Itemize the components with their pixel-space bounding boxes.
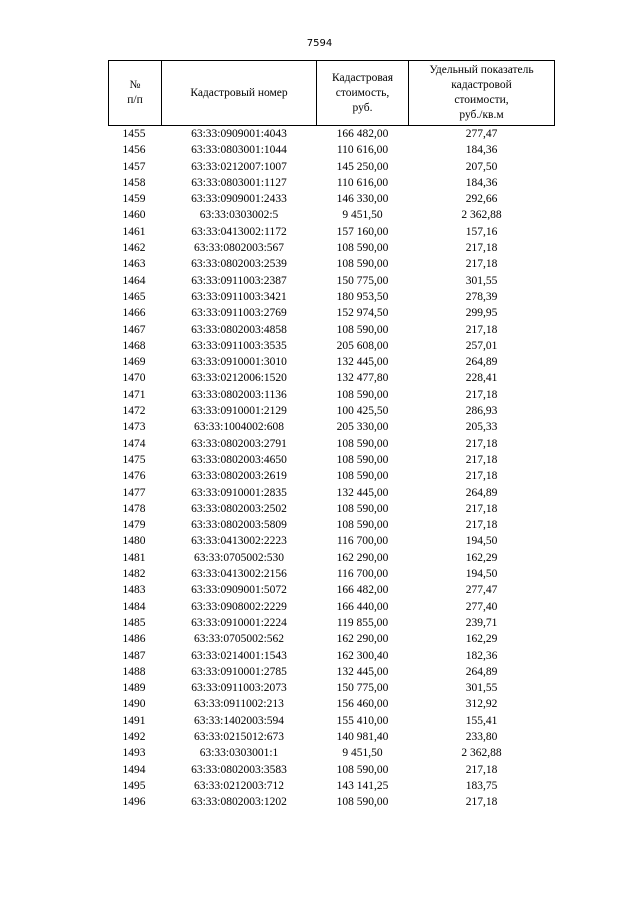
cadastral-table [108,60,555,810]
cadastral-value: 166 482,00 [336,128,389,140]
table-row [109,696,555,712]
cadastral-number: 63:33:0802003:3583 [191,763,287,776]
table-row [109,256,555,272]
cadastral-number: 63:33:0909001:2433 [191,193,287,206]
cadastral-number: 63:33:1004002:608 [193,421,285,434]
table-body [109,126,555,811]
specific-value: 301,55 [465,682,498,695]
table-row [109,713,555,729]
cadastral-number: 63:33:0802003:567 [193,242,285,255]
table-row [109,745,555,761]
cadastral-value: 162 300,40 [336,649,389,662]
cadastral-value: 205 330,00 [336,421,389,434]
row-index: 1478 [122,502,146,515]
specific-value: 2 362,88 [461,209,502,222]
cadastral-value: 132 445,00 [336,486,389,499]
table-row [109,142,555,158]
row-index: 1480 [122,535,146,548]
cadastral-number: 63:33:0705002:562 [193,633,285,646]
row-index: 1473 [122,421,146,434]
specific-value: 228,41 [465,372,498,385]
header-cadastral-value: Кадастровая стоимость, руб. [317,61,409,126]
cadastral-value: 157 160,00 [336,225,389,238]
table-row [109,273,555,289]
cadastral-number: 63:33:0909001:5072 [191,584,287,597]
row-index: 1489 [122,682,146,695]
row-index: 1465 [122,290,146,303]
cadastral-number: 63:33:0802003:1136 [191,388,287,401]
cadastral-number: 63:33:0910001:3010 [191,356,287,369]
row-index: 1482 [122,568,146,581]
page-number: 7594 [306,38,333,49]
table-row [109,599,555,615]
table-row [109,322,555,338]
cadastral-number: 63:33:0802003:1202 [191,796,287,809]
cadastral-value: 152 974,50 [336,307,389,320]
specific-value: 233,80 [465,730,498,743]
specific-value: 183,75 [465,779,498,792]
row-index: 1491 [122,714,146,727]
row-index: 1463 [122,258,146,271]
cadastral-number: 63:33:0803001:1127 [191,176,287,189]
row-index: 1488 [122,665,146,678]
row-index: 1467 [122,323,146,336]
table-row [109,387,555,403]
header-row [109,61,555,126]
table-row [109,680,555,696]
row-index: 1471 [122,388,146,401]
specific-value: 292,66 [465,193,498,206]
cadastral-number: 63:33:0911003:3421 [191,290,287,303]
cadastral-number: 63:33:0212007:1007 [191,160,287,173]
cadastral-value: 140 981,40 [336,730,389,743]
specific-value: 194,50 [465,568,498,581]
cadastral-number: 63:33:0910001:2129 [191,405,287,418]
cadastral-value: 9 451,50 [342,209,383,222]
cadastral-number: 63:33:0911003:2073 [191,682,287,695]
row-index: 1477 [122,486,146,499]
cadastral-value: 166 482,00 [336,584,389,597]
cadastral-value: 108 590,00 [336,470,389,483]
specific-value: 277,47 [465,584,498,597]
cadastral-number: 63:33:0802003:2539 [191,258,287,271]
row-index: 1476 [122,470,146,483]
table-row [109,159,555,175]
specific-value: 217,18 [465,796,498,809]
header-specific-value: Удельный показатель кадастровой стоимости, руб./кв.м [409,61,555,126]
cadastral-value: 108 590,00 [336,258,389,271]
specific-value: 217,18 [465,763,498,776]
table-row [109,436,555,452]
table-row [109,207,555,223]
specific-value: 217,18 [465,323,498,336]
table-row [109,468,555,484]
cadastral-value: 145 250,00 [336,160,389,173]
row-index: 1493 [122,747,146,760]
cadastral-value: 108 590,00 [336,502,389,515]
cadastral-value: 108 590,00 [336,437,389,450]
cadastral-value: 119 855,00 [336,616,389,629]
specific-value: 157,16 [465,225,498,238]
specific-value: 217,18 [465,437,498,450]
table-row [109,452,555,468]
row-index: 1469 [122,356,146,369]
specific-value: 312,92 [465,698,498,711]
specific-value: 155,41 [465,714,498,727]
specific-value: 217,18 [465,453,498,466]
specific-value: 205,33 [465,421,498,434]
cadastral-number: 63:33:0908002:2229 [191,600,287,613]
row-index: 1456 [122,144,146,157]
cadastral-number: 63:33:0215012:673 [193,730,285,743]
cadastral-value: 108 590,00 [336,323,389,336]
table-row [109,517,555,533]
specific-value: 217,18 [465,242,498,255]
table-row [109,485,555,501]
cadastral-value: 162 290,00 [336,551,389,564]
table-row [109,338,555,354]
row-index: 1492 [122,730,146,743]
table-row [109,370,555,386]
cadastral-value: 100 425,50 [336,405,389,418]
table-row [109,419,555,435]
specific-value: 207,50 [465,160,498,173]
table-row [109,191,555,207]
row-index: 1464 [122,274,146,287]
cadastral-number: 63:33:0802003:2502 [191,502,287,515]
cadastral-number: 63:33:0910001:2785 [191,665,287,678]
cadastral-value: 156 460,00 [336,698,389,711]
row-index: 1494 [122,763,146,776]
row-index: 1460 [122,209,146,222]
row-index: 1458 [122,176,146,189]
cadastral-value: 108 590,00 [336,763,389,776]
specific-value: 217,18 [465,519,498,532]
cadastral-value: 116 700,00 [336,535,389,548]
specific-value: 162,29 [465,551,498,564]
row-index: 1457 [122,160,146,173]
cadastral-number: 63:33:0803001:1044 [191,144,287,157]
table-row [109,240,555,256]
cadastral-value: 132 477,80 [336,372,389,385]
table-row [109,762,555,778]
cadastral-number: 63:33:0802003:2619 [191,470,287,483]
cadastral-number: 63:33:0911002:213 [194,698,284,711]
table-row [109,648,555,664]
row-index: 1472 [122,405,146,418]
table-row [109,175,555,191]
cadastral-number: 63:33:0303002:5 [199,209,279,222]
cadastral-number: 63:33:0212003:712 [193,779,285,792]
row-index: 1483 [122,584,146,597]
cadastral-number: 63:33:0802003:5809 [191,519,287,532]
row-index: 1496 [122,796,146,809]
cadastral-number: 63:33:0413002:1172 [191,225,287,238]
cadastral-number: 63:33:0911003:2387 [191,274,287,287]
specific-value: 194,50 [465,535,498,548]
specific-value: 2 362,88 [461,747,502,760]
cadastral-value: 9 451,50 [342,747,383,760]
specific-value: 264,89 [465,486,498,499]
cadastral-value: 108 590,00 [336,242,389,255]
cadastral-number: 63:33:0214001:1543 [191,649,287,662]
cadastral-number: 63:33:1402003:594 [193,714,285,727]
cadastral-value: 116 700,00 [336,568,389,581]
cadastral-number: 63:33:0413002:2223 [191,535,287,548]
cadastral-value: 150 775,00 [336,682,389,695]
specific-value: 286,93 [465,405,498,418]
specific-value: 162,29 [465,633,498,646]
table-row [109,729,555,745]
specific-value: 277,40 [465,600,498,613]
row-index: 1490 [122,698,146,711]
row-index: 1481 [122,551,146,564]
table-row [109,289,555,305]
specific-value: 184,36 [465,144,498,157]
cadastral-value: 155 410,00 [336,714,389,727]
cadastral-number: 63:33:0910001:2835 [191,486,287,499]
cadastral-value: 166 440,00 [336,600,389,613]
header-index: № п/п [109,61,162,126]
cadastral-number: 63:33:0705002:530 [193,551,285,564]
cadastral-value: 108 590,00 [336,519,389,532]
cadastral-value: 132 445,00 [336,356,389,369]
row-index: 1468 [122,339,146,352]
cadastral-value: 108 590,00 [336,796,389,809]
row-index: 1495 [122,779,146,792]
specific-value: 182,36 [465,649,498,662]
cadastral-number: 63:33:0911003:2769 [191,307,287,320]
specific-value: 257,01 [465,339,498,352]
row-index: 1461 [122,225,146,238]
table-row [109,615,555,631]
specific-value: 184,36 [465,176,498,189]
cadastral-number: 63:33:0910001:2224 [191,616,287,629]
cadastral-number: 63:33:0413002:2156 [191,568,287,581]
cadastral-number: 63:33:0802003:2791 [191,437,287,450]
specific-value: 217,18 [465,258,498,271]
cadastral-value: 146 330,00 [336,193,389,206]
cadastral-number: 63:33:0303001:1 [199,747,279,760]
row-index: 1475 [122,453,146,466]
row-index: 1474 [122,437,146,450]
cadastral-value: 205 608,00 [336,339,389,352]
table-row [109,126,555,143]
row-index: 1485 [122,616,146,629]
cadastral-number: 63:33:0911003:3535 [191,339,287,352]
table-row [109,582,555,598]
specific-value: 264,89 [465,665,498,678]
cadastral-number: 63:33:0802003:4650 [191,453,287,466]
table-row [109,224,555,240]
specific-value: 277,47 [465,128,498,140]
cadastral-number: 63:33:0212006:1520 [191,372,287,385]
table-row [109,533,555,549]
table-row [109,403,555,419]
table-row [109,566,555,582]
specific-value: 217,18 [465,502,498,515]
table-row [109,631,555,647]
row-index: 1486 [122,633,146,646]
specific-value: 278,39 [465,290,498,303]
cadastral-number: 63:33:0802003:4858 [191,323,287,336]
cadastral-value: 110 616,00 [336,176,389,189]
specific-value: 299,95 [465,307,498,320]
row-index: 1462 [122,242,146,255]
row-index: 1484 [122,600,146,613]
row-index: 1466 [122,307,146,320]
cadastral-value: 162 290,00 [336,633,389,646]
table-row [109,664,555,680]
specific-value: 217,18 [465,470,498,483]
cadastral-value: 150 775,00 [336,274,389,287]
table-row [109,778,555,794]
row-index: 1459 [122,193,146,206]
table-row [109,305,555,321]
cadastral-value: 180 953,50 [336,290,389,303]
cadastral-value: 108 590,00 [336,453,389,466]
row-index: 1470 [122,372,146,385]
specific-value: 239,71 [465,616,498,629]
specific-value: 264,89 [465,356,498,369]
table-row [109,354,555,370]
row-index: 1487 [122,649,146,662]
specific-value: 301,55 [465,274,498,287]
row-index: 1455 [122,128,146,140]
specific-value: 217,18 [465,388,498,401]
cadastral-value: 132 445,00 [336,665,389,678]
cadastral-number: 63:33:0909001:4043 [191,128,287,140]
table-row [109,550,555,566]
cadastral-value: 143 141,25 [336,779,389,792]
header-cadastral-number: Кадастровый номер [162,61,317,126]
table-row [109,501,555,517]
row-index: 1479 [122,519,146,532]
cadastral-value: 110 616,00 [336,144,389,157]
table-row [109,794,555,810]
cadastral-value: 108 590,00 [336,388,389,401]
